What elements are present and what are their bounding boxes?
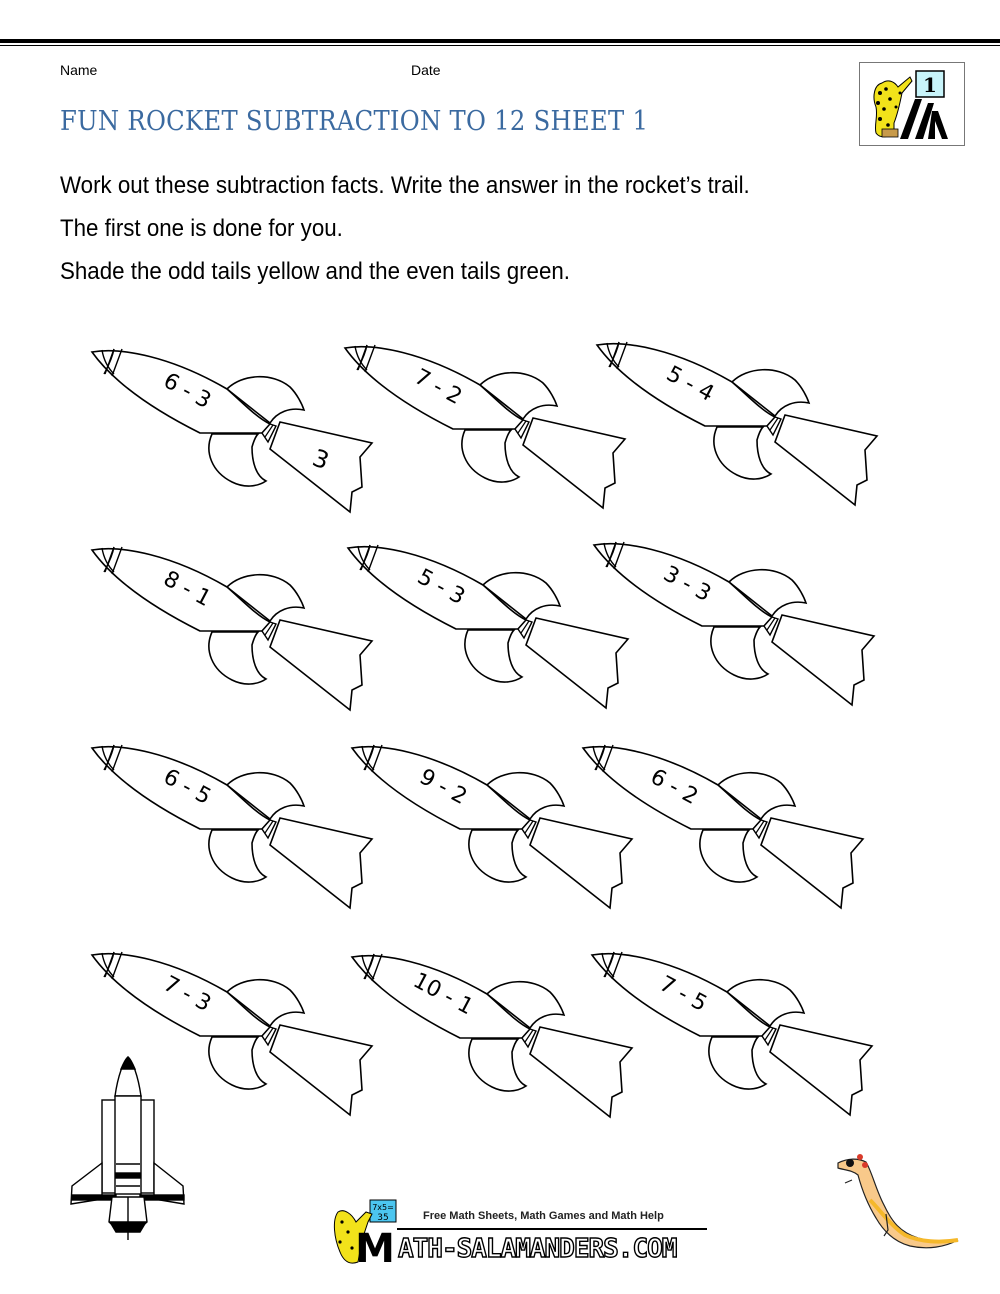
rocket-problem: 5 - 3 <box>413 564 469 611</box>
rocket-problem: 3 - 3 <box>659 561 715 608</box>
rocket-problem: 6 - 5 <box>159 764 215 811</box>
rocket-answer-field[interactable]: 3 <box>308 443 333 476</box>
rocket-problem: 10 - 1 <box>408 968 478 1021</box>
name-label: Name <box>60 62 98 78</box>
rocket-9 <box>583 745 863 908</box>
instruction-line-1: Work out these subtraction facts. Write the answer in the rocket’s trail. <box>60 172 750 199</box>
rocket-problem: 7 - 2 <box>410 364 466 411</box>
rocket-3 <box>597 342 877 505</box>
date-label: Date <box>411 62 441 78</box>
rocket-1 <box>92 349 372 512</box>
rocket-problem: 9 - 2 <box>415 764 471 811</box>
salamander-mascot-icon <box>838 1154 958 1248</box>
rocket-problem: 8 - 1 <box>159 566 215 613</box>
rocket-7 <box>92 745 372 908</box>
rocket-4 <box>92 547 372 710</box>
rocket-6 <box>594 542 874 705</box>
svg-text:1: 1 <box>923 73 937 97</box>
svg-text:35: 35 <box>377 1213 389 1223</box>
footer-divider <box>397 1228 707 1230</box>
instruction-line-3: Shade the odd tails yellow and the even tails green. <box>60 258 570 285</box>
rocket-problem: 7 - 5 <box>655 971 711 1018</box>
rocket-problem: 7 - 3 <box>159 971 215 1018</box>
rocket-8 <box>352 745 632 908</box>
rocket-2 <box>345 345 625 508</box>
rocket-5 <box>348 545 628 708</box>
footer-site-link[interactable]: ATH-SALAMANDERS.COM <box>398 1234 677 1264</box>
space-shuttle-icon <box>71 1057 184 1240</box>
worksheet-title: FUN ROCKET SUBTRACTION TO 12 SHEET 1 <box>60 106 649 137</box>
svg-text:M: M <box>355 1226 395 1272</box>
footer-tagline: Free Math Sheets, Math Games and Math Help <box>423 1210 664 1222</box>
rocket-problem: 6 - 2 <box>646 764 702 811</box>
rocket-problem: 5 - 4 <box>662 361 718 408</box>
footer-logo-mascot-icon <box>334 1200 396 1272</box>
rocket-problem: 6 - 3 <box>159 368 215 415</box>
rocket-11 <box>352 954 632 1117</box>
svg-text:7x5=: 7x5= <box>372 1203 394 1212</box>
instruction-line-2: The first one is done for you. <box>60 215 343 242</box>
rocket-12 <box>592 952 872 1115</box>
